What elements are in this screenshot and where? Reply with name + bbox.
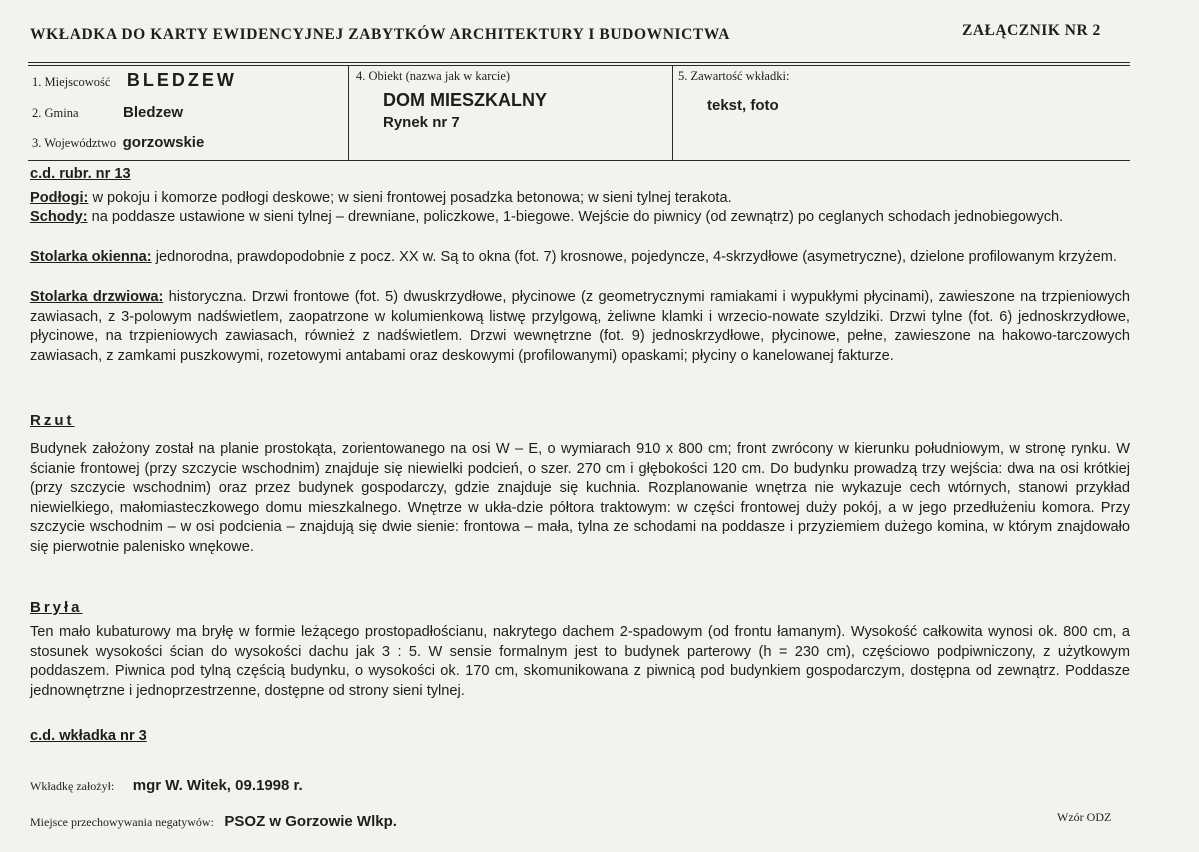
schody-text: na poddasze ustawione w sieni tylnej – drewniane, policzkowe, 1-biegowe. Wejście do piwnicy (od zewnątrz) po ceglanych schodach jednobiegowych. xyxy=(91,209,1064,225)
rzut-paragraph: Budynek założony został na planie prostokąta, zorientowanego na osi W – E, o wymiarach 910 x 800 cm; front zwrócony w kierunku południowym, w stronę rynku. W ścianie frontowej (przy szczycie wschodnim) znajduje się niewielki podcień, o szer. 270 cm i głębokości 120 cm. Do budynku prowadzą trzy wejścia: dwa na osi krótkiej (przy szczycie wschodnim) oraz przez budynek gospodarczy, gdzie znajduje się kuchnia. Rozplanowanie wnętrza nie wykazuje cech wtórnych, stanowi przykład niewielkiego, małomiasteczkowego domu mieszkalnego. Wnętrze w ukła-dzie półtora traktowym: w części frontowej duży pokój, a w jego przedłużeniu komora. Przy szczycie wschodnim – w osi podcienia – znajdują się dwie sienie: frontowa – mała, tylna ze schodami na poddasze i przyziemiem dużego komina, w którym znajdowało się pierwotnie palenisko wnękowe. xyxy=(30,441,1130,555)
gmina-value: Bledzew xyxy=(122,104,183,121)
box-bottom-line xyxy=(28,160,1130,161)
miejscowosc-value: BLEDZEW xyxy=(126,70,237,90)
zawartosc-label: 5. Zawartość wkładki: xyxy=(678,69,790,83)
cd-rubr-heading: c.d. rubr. nr 13 xyxy=(30,166,131,182)
zalozyl-label: Wkładkę założył: xyxy=(30,779,115,793)
rzut-heading: Rzut xyxy=(30,412,75,429)
podlogi-label: Podłogi: xyxy=(30,190,89,206)
footer-miejsce xyxy=(30,813,397,831)
gmina-label: 2. Gmina xyxy=(32,106,79,120)
stolarka-okienna-text: jednorodna, prawdopodobnie z pocz. XX w. Są to okna (fot. 7) krosnowe, pojedyncze, 4-skrzydłowe (asymetryczne), dzielone profilowanym krzyżem. xyxy=(155,249,1117,265)
stolarka-drzwiowa-paragraph xyxy=(30,288,1130,366)
field-gmina xyxy=(32,104,183,122)
wojewodztwo-label: 3. Województwo xyxy=(32,136,117,150)
box-divider-1 xyxy=(348,65,349,160)
schody-label: Schody: xyxy=(30,209,88,225)
cd-wkladka-heading: c.d. wkładka nr 3 xyxy=(30,728,147,744)
podlogi-paragraph xyxy=(30,189,1130,209)
document-title: WKŁADKA DO KARTY EWIDENCYJNEJ ZABYTKÓW ARCHITEKTURY I BUDOWNICTWA xyxy=(30,26,731,43)
box-top-line xyxy=(28,65,1130,66)
zawartosc-value: tekst, foto xyxy=(707,97,779,114)
wzor-odz: Wzór ODZ xyxy=(1057,810,1112,824)
top-rule xyxy=(28,62,1130,63)
obiekt-value-address: Rynek nr 7 xyxy=(383,114,460,131)
footer-zalozyl xyxy=(30,777,303,795)
podlogi-text: w pokoju i komorze podłogi deskowe; w sieni frontowej posadzka betonowa; w sieni tylnej terakota. xyxy=(92,190,732,206)
stolarka-drzwiowa-label: Stolarka drzwiowa: xyxy=(30,289,164,305)
stolarka-okienna-label: Stolarka okienna: xyxy=(30,249,152,265)
field-miejscowosc xyxy=(32,70,237,91)
obiekt-value-name: DOM MIESZKALNY xyxy=(383,90,547,110)
field-wojewodztwo xyxy=(32,134,204,152)
box-divider-2 xyxy=(672,65,673,160)
bryla-heading: Bryła xyxy=(30,599,83,616)
stolarka-drzwiowa-text: historyczna. Drzwi frontowe (fot. 5) dwuskrzydłowe, płycinowe (z geometrycznymi ramiakami i wypukłymi płycinami), zawieszone na trzpieniowych zawiasach, z 3-polowym nadświetlem, zaopatrzone w kolumienkową listwę przylgową, żeliwne klamki i wrzecio-nowate szyldziki. Drzwi tylne (fot. 6) jednoskrzydłowe, płycinowe, na trzpieniowych zawiasach, również z nadświetlem. Drzwi wewnętrzne (fot. 9) jednoskrzydłowe, płycinowe, pełne, zawieszone na hakowo-tarczowych zawiasach, z zamkami puszkowymi, rozetowymi antabami oraz deskowymi (profilowanymi) opaskami; płyciny o kanelowanej fakturze. xyxy=(30,289,1130,364)
schody-paragraph xyxy=(30,208,1130,228)
miejsce-label: Miejsce przechowywania negatywów: xyxy=(30,815,214,829)
zalozyl-value: mgr W. Witek, 09.1998 r. xyxy=(132,777,303,794)
miejsce-value: PSOZ w Gorzowie Wlkp. xyxy=(224,813,397,830)
miejscowosc-label: 1. Miejscowość xyxy=(32,75,111,89)
wojewodztwo-value: gorzowskie xyxy=(122,134,205,151)
stolarka-okienna-paragraph xyxy=(30,248,1130,268)
appendix-number: ZAŁĄCZNIK NR 2 xyxy=(962,22,1101,39)
obiekt-label: 4. Obiekt (nazwa jak w karcie) xyxy=(356,69,511,83)
bryla-paragraph: Ten mało kubaturowy ma bryłę w formie leżącego prostopadłościanu, nakrytego dachem 2-spadowym (od frontu łamanym). Wysokość całkowita wynosi ok. 800 cm, a stosunek wysokości ścian do wysokości dachu jak 3 : 5. W sensie formalnym jest to budynek parterowy (h = 230 cm), częściowo podpiwniczony, z użytkowym poddaszem. Piwnica pod tylną częścią budynku, o wysokości ok. 170 cm, skomunikowana z piwnicą pod budynkiem gospodarczym, dostępna od zewnątrz. Poddasze jednownętrzne i jednoprzestrzenne, dostępne od strony sieni tylnej. xyxy=(30,624,1130,699)
